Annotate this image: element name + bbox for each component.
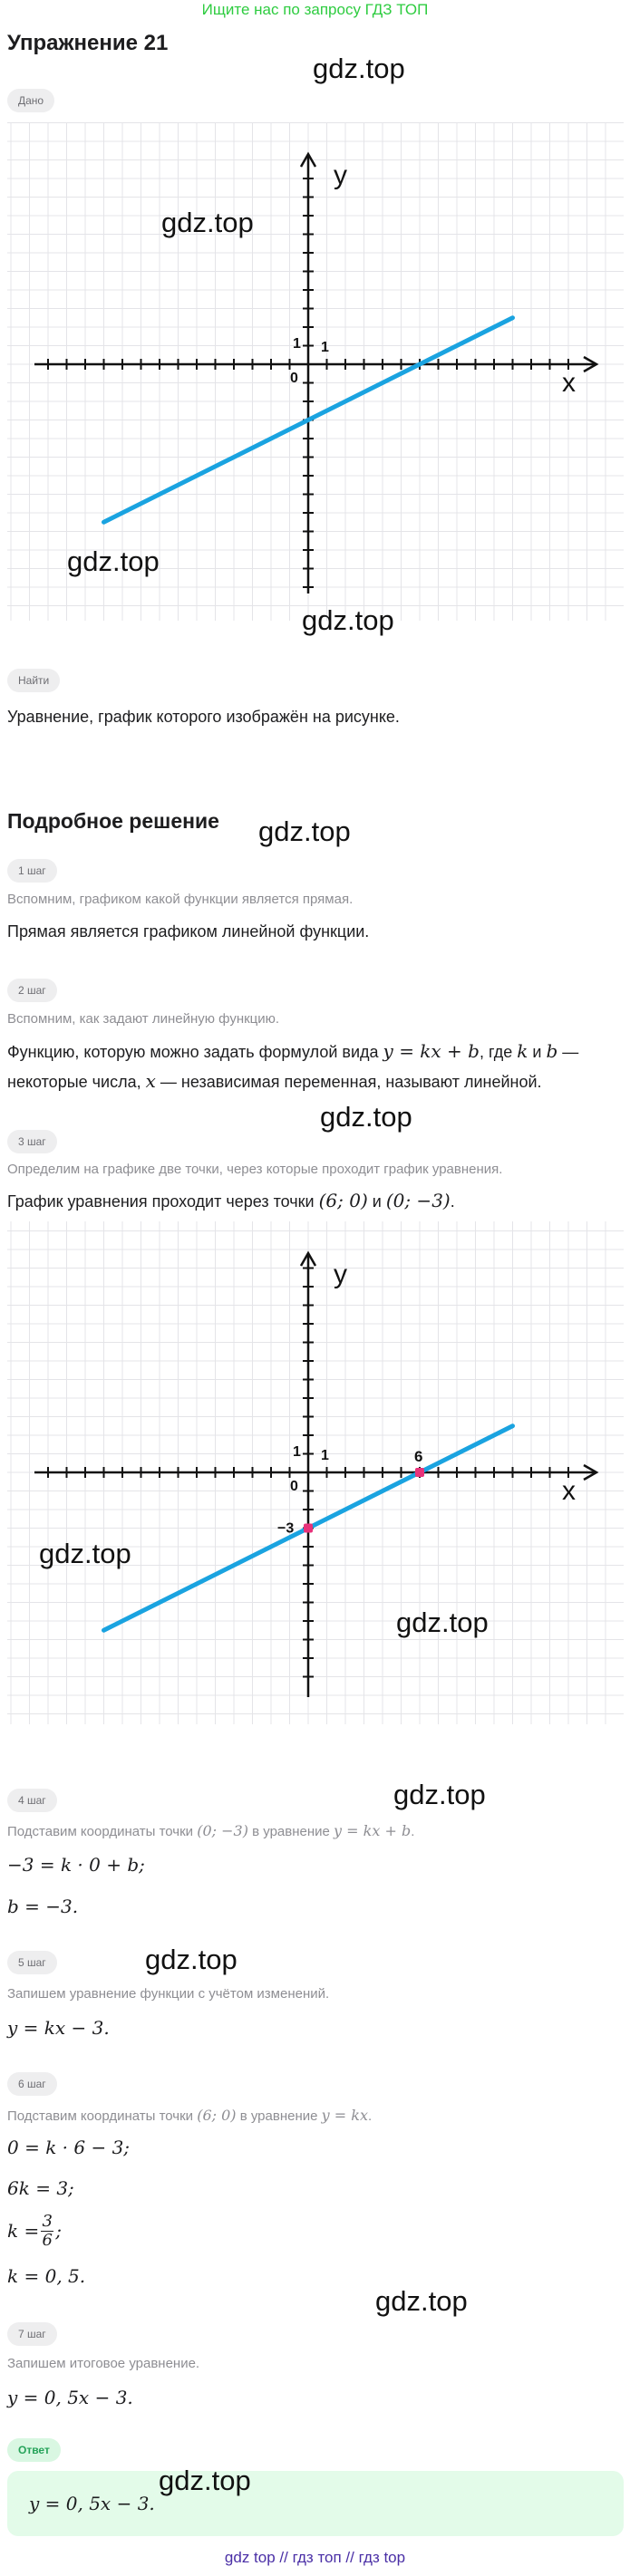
highlighted-point bbox=[415, 1468, 424, 1477]
step6-hint: Подставим координаты точки (6; 0) в уравнение y = kx. bbox=[7, 2107, 373, 2124]
watermark: gdz.top bbox=[161, 207, 254, 238]
point-x-label: 6 bbox=[414, 1448, 423, 1465]
step6-badge: 6 шаг bbox=[7, 2072, 57, 2096]
watermark: gdz.top bbox=[67, 545, 160, 577]
step2-hint: Вспомним, как задают линейную функцию. bbox=[7, 1011, 280, 1027]
x-axis-label: x bbox=[562, 1476, 576, 1506]
tick-y-1-label: 1 bbox=[293, 336, 301, 352]
solution-graph bbox=[7, 1221, 624, 1724]
step3-text: График уравнения проходит через точки (6; 0) и (0; −3). bbox=[7, 1190, 455, 1211]
step4-hint: Подставим координаты точки (0; −3) в уравнение y = kx + b. bbox=[7, 1822, 415, 1839]
watermark: gdz.top bbox=[396, 1606, 489, 1638]
tick-y-1-label: 1 bbox=[293, 1444, 301, 1460]
step4-eq1: −3 = k · 0 + b; bbox=[7, 1854, 145, 1876]
watermark: gdz.top bbox=[145, 1944, 237, 1975]
watermark: gdz.top bbox=[313, 53, 405, 84]
watermark: gdz.top bbox=[39, 1538, 131, 1569]
answer-text: y = 0, 5x − 3. bbox=[29, 2493, 155, 2514]
step7-badge: 7 шаг bbox=[7, 2322, 57, 2346]
step6-eq1: 0 = k · 6 − 3; bbox=[7, 2137, 131, 2158]
watermark: gdz.top bbox=[393, 1779, 486, 1810]
step1-text: Прямая является графиком линейной функции. bbox=[7, 922, 370, 941]
step1-badge: 1 шаг bbox=[7, 859, 57, 883]
step4-badge: 4 шаг bbox=[7, 1789, 57, 1812]
exercise-title: Упражнение 21 bbox=[7, 31, 169, 55]
step2-badge: 2 шаг bbox=[7, 979, 57, 1002]
footer-links[interactable]: gdz top // гдз топ // гдз top bbox=[224, 2549, 406, 2566]
tick-x-1-label: 1 bbox=[321, 1448, 329, 1463]
origin-label: 0 bbox=[290, 1479, 298, 1494]
solution-heading: Подробное решение bbox=[7, 809, 219, 833]
step6-eq4: k = 0, 5. bbox=[7, 2265, 86, 2287]
find-badge: Найти bbox=[7, 669, 60, 692]
origin-label: 0 bbox=[290, 371, 298, 386]
watermark: gdz.top bbox=[159, 2465, 251, 2496]
step1-hint: Вспомним, графиком какой функции является прямая. bbox=[7, 892, 354, 907]
step7-hint: Запишем итоговое уравнение. bbox=[7, 2356, 200, 2371]
step3-hint: Определим на графике две точки, через которые проходит график уравнения. bbox=[7, 1162, 503, 1177]
answer-badge: Ответ bbox=[7, 2438, 61, 2462]
step6-eq2: 6k = 3; bbox=[7, 2177, 74, 2199]
step5-hint: Запишем уравнение функции с учётом изменений. bbox=[7, 1986, 330, 2002]
step7-eq1: y = 0, 5x − 3. bbox=[7, 2387, 133, 2408]
step5-badge: 5 шаг bbox=[7, 1951, 57, 1974]
x-axis-label: x bbox=[562, 368, 576, 398]
step2-line2: некоторые числа, x — независимая переменная, называют линейной. bbox=[7, 1070, 542, 1092]
watermark: gdz.top bbox=[320, 1101, 412, 1133]
answer-box bbox=[7, 2471, 624, 2536]
step5-eq1: y = kx − 3. bbox=[7, 2017, 110, 2039]
top-search-link[interactable]: Ищите нас по запросу ГДЗ ТОП bbox=[201, 1, 429, 18]
watermark: gdz.top bbox=[302, 604, 394, 636]
y-axis-label: y bbox=[334, 1259, 347, 1289]
find-text: Уравнение, график которого изображён на рисунке. bbox=[7, 708, 400, 726]
highlighted-point bbox=[304, 1524, 313, 1533]
step4-eq2: b = −3. bbox=[7, 1896, 79, 1917]
y-axis-label: y bbox=[334, 160, 347, 190]
step6-eq3: k = 3 6 ; bbox=[7, 2211, 62, 2250]
tick-x-1-label: 1 bbox=[321, 340, 329, 355]
step2-line1: Функцию, которую можно задать формулой вида y = kx + b, где k и b — bbox=[7, 1040, 579, 1062]
given-badge: Дано bbox=[7, 89, 54, 112]
watermark: gdz.top bbox=[258, 815, 351, 847]
watermark: gdz.top bbox=[375, 2285, 468, 2317]
point-y-label: −3 bbox=[277, 1520, 295, 1537]
step3-badge: 3 шаг bbox=[7, 1130, 57, 1153]
